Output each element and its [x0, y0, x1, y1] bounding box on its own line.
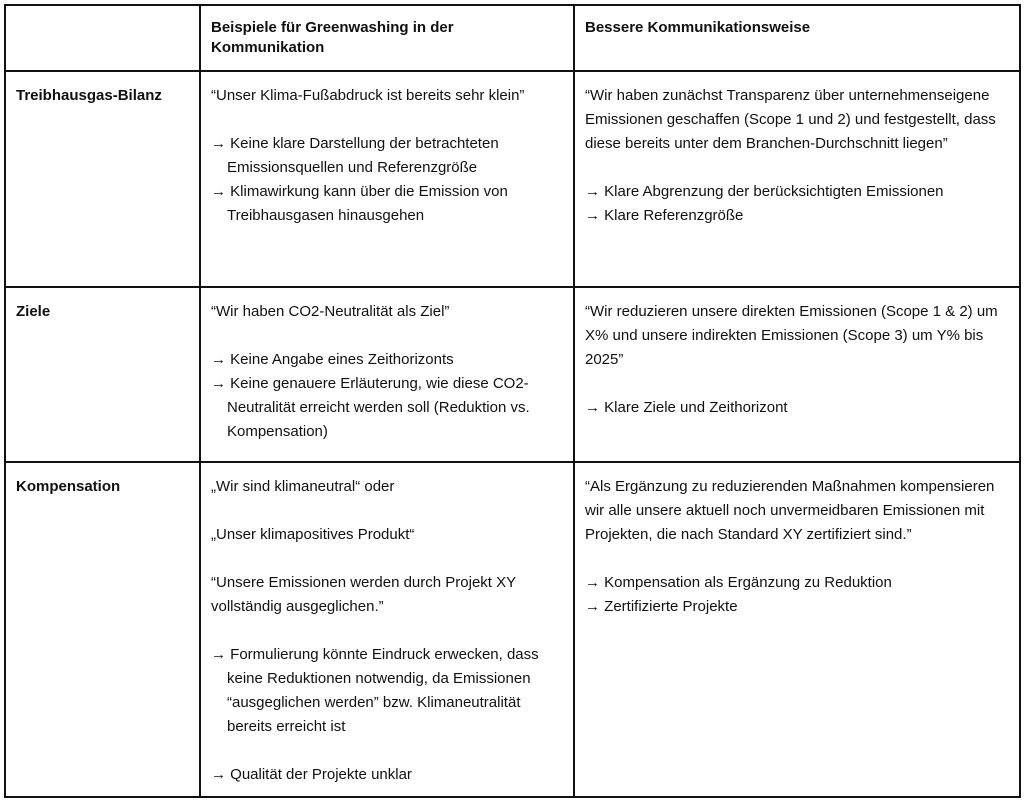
better-note: → Klare Referenzgröße — [585, 207, 744, 224]
example-note: → Klimawirkung kann über die Emission von Treibhausgasen hinausgehen — [211, 183, 508, 224]
example-note: → Keine Angabe eines Zeithorizonts — [211, 351, 454, 368]
row-label-kompensation: Kompensation — [16, 478, 121, 495]
header-examples-cell — [200, 5, 574, 71]
better-note: → Klare Abgrenzung der berücksichtigten Emissionen — [585, 183, 944, 200]
examples-cell — [200, 462, 574, 797]
header-col0 — [6, 6, 199, 24]
example-note: → Qualität der Projekte unklar — [211, 766, 412, 783]
row-label-ziele: Ziele — [16, 303, 51, 320]
examples-cell — [200, 287, 574, 462]
example-note: → Keine klare Darstellung der betrachteten Emissionsquellen und Referenzgröße — [211, 135, 499, 176]
better-note: → Kompensation als Ergänzung zu Reduktion — [585, 574, 892, 591]
better-cell — [574, 71, 1020, 287]
example-quote: “Wir haben CO2-Neutralität als Ziel” — [211, 303, 450, 320]
row-label-cell — [5, 287, 200, 462]
table-row — [5, 462, 1020, 797]
better-quote: “Als Ergänzung zu reduzierenden Maßnahmen kompensieren wir alle unsere aktuell noch unvermeidbaren Emissionen mit Projekten, die nach Standard XY zertifiziert sind.” — [585, 478, 995, 543]
example-note: → Formulierung könnte Eindruck erwecken, dass keine Reduktionen notwendig, da Emissionen “ausgeglichen werden” bzw. Klimaneutralität bereits erreicht ist — [211, 646, 539, 735]
row-label-bilanz: Treibhausgas-Bilanz — [16, 87, 162, 104]
greenwashing-table — [4, 4, 1021, 798]
example-quote: “Unser Klima-Fußabdruck ist bereits sehr klein” — [211, 87, 525, 104]
examples-cell — [200, 71, 574, 287]
header-empty-cell — [5, 5, 200, 71]
better-quote: “Wir haben zunächst Transparenz über unternehmenseigene Emissionen geschaffen (Scope 1 und 2) und festgestellt, dass diese bereits unter dem Branchen-Durchschnitt liegen” — [585, 87, 996, 152]
row-label-cell — [5, 71, 200, 287]
example-quote: “Unsere Emissionen werden durch Projekt XY vollständig ausgeglichen.” — [211, 574, 516, 615]
better-note: → Klare Ziele und Zeithorizont — [585, 399, 788, 416]
better-note: → Zertifizierte Projekte — [585, 598, 738, 615]
better-quote: “Wir reduzieren unsere direkten Emissionen (Scope 1 & 2) um X% und unsere indirekten Emissionen (Scope 3) um Y% bis 2025” — [585, 303, 998, 368]
row-label-cell — [5, 462, 200, 797]
header-examples: Beispiele für Greenwashing in der Kommunikation — [211, 19, 454, 56]
better-cell — [574, 287, 1020, 462]
table-row — [5, 71, 1020, 287]
header-better-cell — [574, 5, 1020, 71]
example-quote: „Wir sind klimaneutral“ oder — [211, 478, 395, 495]
better-cell — [574, 462, 1020, 797]
header-better: Bessere Kommunikationsweise — [585, 19, 811, 36]
table-header-row — [5, 5, 1020, 71]
table-row — [5, 287, 1020, 462]
example-note: → Keine genauere Erläuterung, wie diese CO2-Neutralität erreicht werden soll (Reduktion vs. Kompensation) — [211, 375, 530, 440]
example-quote: „Unser klimapositives Produkt“ — [211, 526, 415, 543]
